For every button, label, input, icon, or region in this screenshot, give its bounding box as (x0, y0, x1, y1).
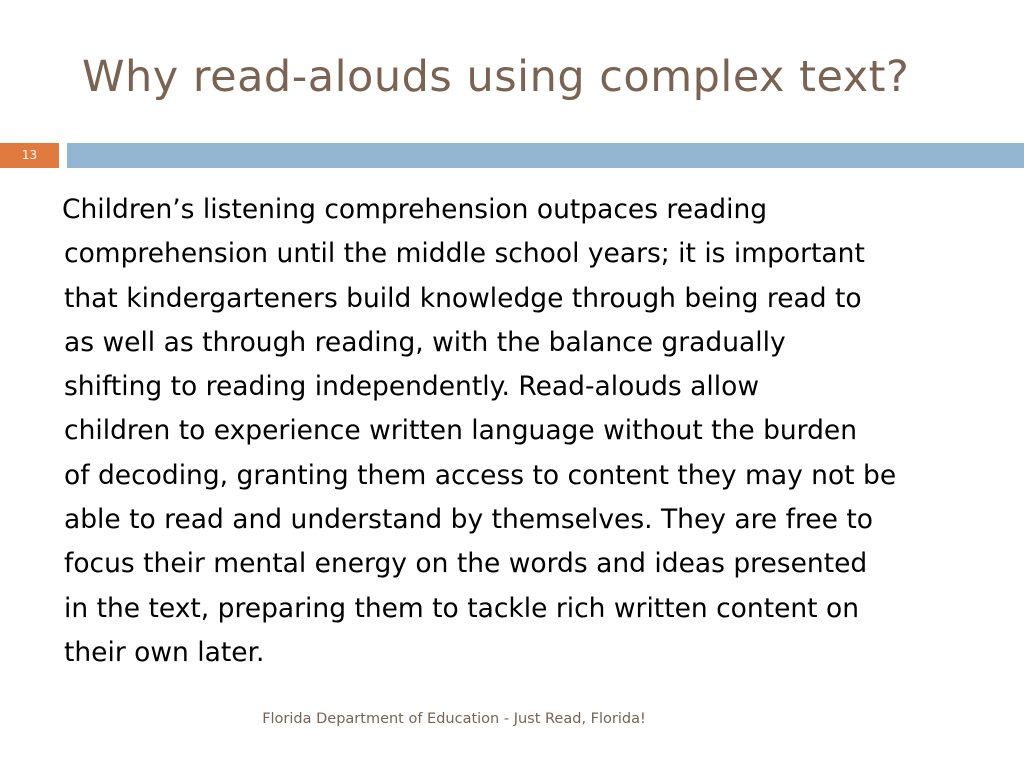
body-line: focus their mental energy on the words and ideas presented (64, 548, 868, 580)
body-paragraph (62, 188, 992, 675)
body-line: shifting to reading independently. Read-alouds allow (64, 371, 760, 403)
body-line: in the text, preparing them to tackle rich written content on (64, 592, 859, 624)
body-line: their own later. (64, 636, 265, 668)
body-line: of decoding, granting them access to content they may not be (64, 459, 897, 491)
title-rule-bar (67, 143, 1024, 168)
slide-title: Why read-alouds using complex text? (82, 52, 910, 102)
body-line: that kindergarteners build knowledge through being read to (64, 282, 862, 314)
body-line: as well as through reading, with the balance gradually (64, 326, 786, 358)
body-line: comprehension until the middle school years; it is important (64, 238, 865, 270)
body-line: children to experience written language without the burden (64, 415, 858, 447)
slide-number-badge: 13 (0, 143, 59, 168)
body-line: Children’s listening comprehension outpaces reading (62, 194, 768, 225)
body-line: able to read and understand by themselves. They are free to (64, 504, 873, 536)
slide-footer: Florida Department of Education - Just Read, Florida! (262, 711, 646, 727)
